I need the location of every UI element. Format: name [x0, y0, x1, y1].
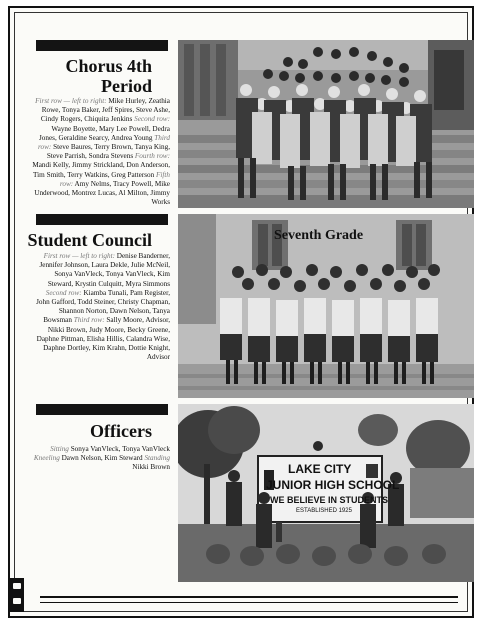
sign-line-motto: WE BELIEVE IN STUDENTS — [270, 495, 389, 505]
section-bar-officers — [36, 404, 168, 415]
section-bar-chorus — [36, 40, 168, 51]
caption-officers — [32, 445, 170, 473]
caption-names: Mike Hurley, Zeathia Rowe, Tonya Baker, Jeff Spires, Steve Ashe, Cindy Rogers, Chiquita Jenkins — [40, 97, 170, 124]
caption-names: Kiamba Tunali, Pam Register, John Gafford, Todd Steiner, Christy Chapman, Shannon Norton, Dawn Nelson, Tanya Bowsman — [36, 288, 170, 325]
caption-label: Second row: — [134, 115, 170, 124]
caption-names: Mandi Kelly, Jimmy Strickland, Don Anderson, Tim Smith, Terry Watkins, Greg Patterson — [32, 161, 170, 179]
yearbook-page — [8, 6, 474, 618]
photo-officers-drawing — [178, 404, 474, 582]
photo-chorus — [178, 40, 474, 208]
bottom-rule — [40, 596, 458, 598]
caption-names: Nikki Brown — [132, 463, 170, 472]
caption-label: Kneeling — [33, 454, 60, 463]
caption-label: Third row: — [73, 316, 105, 325]
caption-label: Fifth row: — [59, 170, 170, 188]
section-bar-student-council — [36, 214, 168, 225]
caption-student-council — [32, 252, 170, 362]
heading-chorus-line2: Period — [101, 76, 152, 96]
photo-officers — [178, 404, 474, 582]
heading-student-council: Student Council — [27, 230, 152, 250]
photo-chorus-drawing — [178, 40, 474, 208]
bottom-rule-thin — [40, 602, 458, 603]
page-folio-tab — [10, 578, 24, 612]
heading-officers: Officers — [90, 421, 152, 441]
sign-line-junior-high: JUNIOR HIGH SCHOOL — [266, 478, 400, 492]
photo-title-seventh-grade: Seventh Grade — [274, 228, 364, 243]
caption-label: Sitting — [50, 445, 69, 453]
caption-names: Sally Moore, Advisor, Nikki Brown, Judy Moore, Becky Greene, Daphne Pittman, Elisha Hillis, Calandra Wise, Daphne Dortley, Kim Krahn, Dottie Knight, Advisor — [36, 316, 170, 362]
caption-names: Sonya VanVleck, Tonya VanVleck — [68, 445, 170, 453]
heading-chorus-line1: Chorus 4th — [65, 56, 152, 76]
caption-names: Steve Baures, Terry Brown, Tanya King, Steve Parrish, Sondra Stevens — [46, 143, 170, 161]
photo-student-council — [178, 214, 474, 398]
caption-names: Amy Nelms, Tracy Powell, Mike Underwood, Montrez Lucas, Al Milton, Jimmy Works — [34, 179, 170, 207]
caption-label: First row — left to right: — [35, 97, 107, 105]
caption-label: Second row: — [45, 288, 82, 297]
caption-names: Wayne Boyette, Mary Lee Powell, Dedra Jones, Geraldine Searcy, Andrea Young — [38, 124, 170, 142]
caption-label: First row — left to right: — [43, 252, 115, 260]
caption-label: Fourth row: — [134, 152, 170, 161]
sign-line-lake-city: LAKE CITY — [288, 462, 352, 476]
caption-chorus — [32, 97, 170, 207]
caption-label: Standing — [144, 454, 170, 463]
caption-names: Denise Banderner, Jennifer Johnson, Laura Dekle, Julie McNeil, Sonya VanVleck, Tonya VanVleck, Kim Steward, Krystin Culquitt, Myra Simmons — [39, 252, 170, 288]
caption-label: Third row: — [37, 133, 170, 152]
caption-names: Dawn Nelson, Kim Steward — [59, 454, 143, 463]
sign-line-established: ESTABLISHED 1925 — [296, 508, 352, 514]
